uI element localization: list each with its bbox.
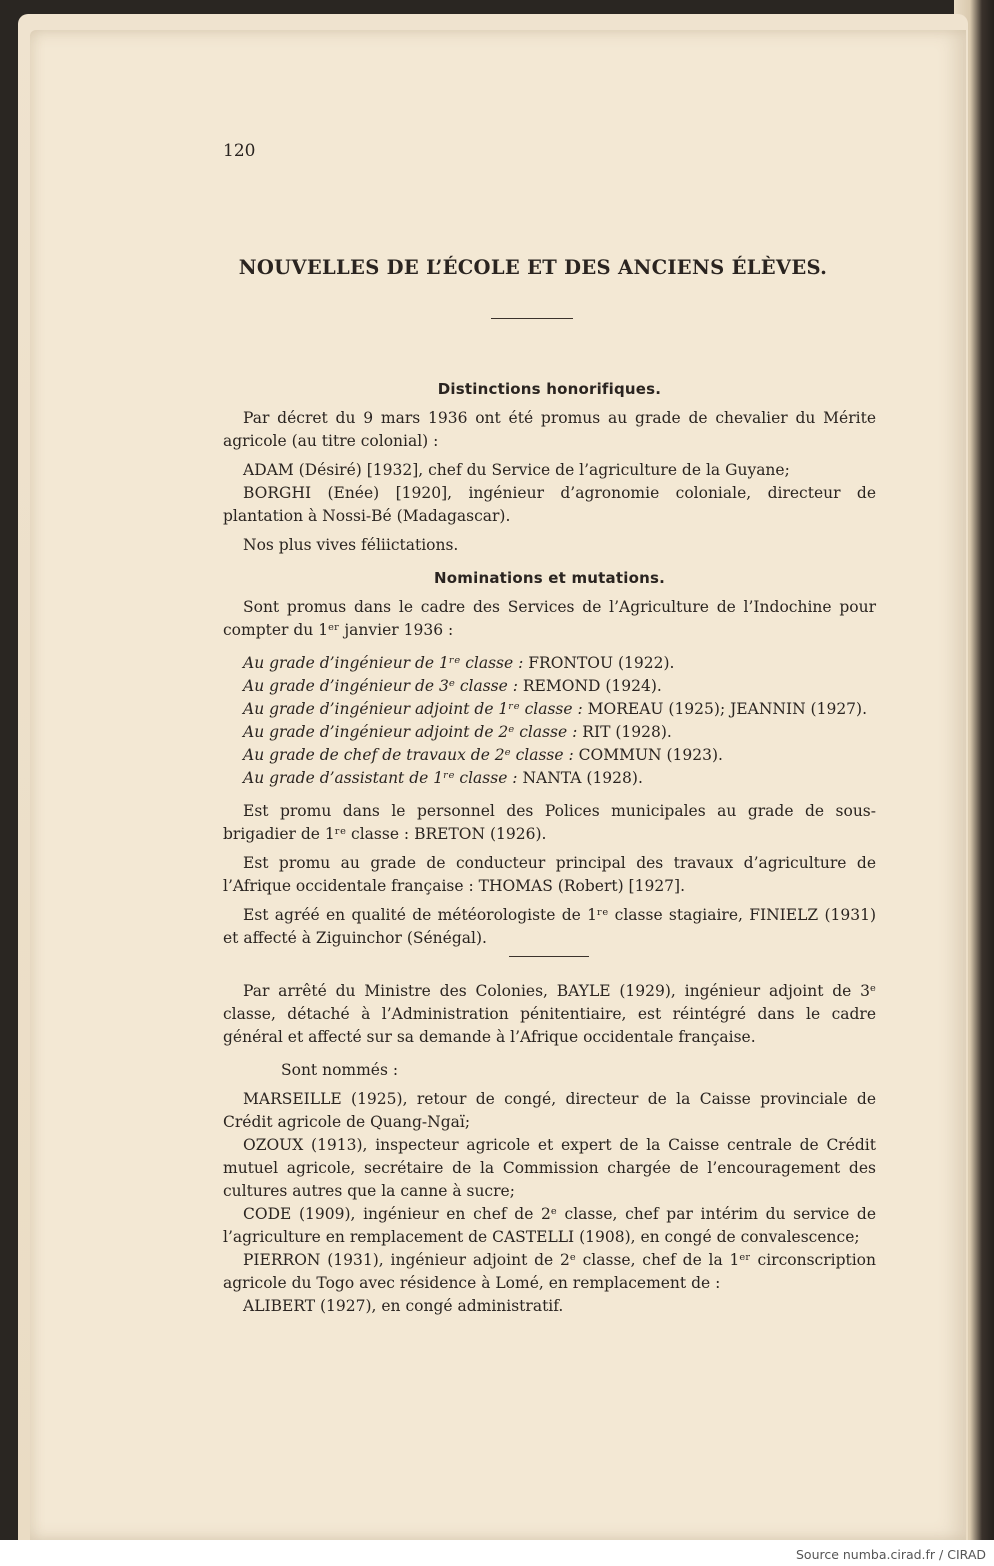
page-title: NOUVELLES DE L’ÉCOLE ET DES ANCIENS ÉLÈVES. [238, 256, 828, 279]
article-body [223, 378, 876, 1318]
list-item: BORGHI (Enée) [1920], ingénieur d’agronomie coloniale, directeur de plantation à Nossi-Bé (Madagascar). [223, 484, 876, 525]
grade-label: Au grade d’assistant de 1ʳᵉ classe : [243, 769, 518, 787]
divider-rule [509, 956, 589, 957]
grade-names: REMOND (1924). [522, 677, 662, 695]
grade-label: Au grade d’ingénieur adjoint de 2ᵉ classe : [243, 723, 578, 741]
grade-label: Au grade de chef de travaux de 2ᵉ classe : [243, 746, 574, 764]
list-item: PIERRON (1931), ingénieur adjoint de 2ᵉ classe, chef de la 1ᵉʳ circonscription agricole du Togo avec résidence à Lomé, en remplacement de : [223, 1251, 876, 1292]
paragraph: Est promu au grade de conducteur principal des travaux d’agriculture de l’Afrique occidentale française : THOMAS (Robert) [1927]. [223, 854, 876, 895]
document-page [30, 30, 966, 1540]
paragraph: Par arrêté du Ministre des Colonies, BAYLE (1929), ingénieur adjoint de 3ᵉ classe, détaché à l’Administration pénitentiaire, est réintégré dans le cadre général et affecté sur sa demande à l’Afrique occidentale française. [223, 982, 876, 1046]
grade-names: FRONTOU (1922). [528, 654, 675, 672]
list-item: ALIBERT (1927), en congé administratif. [243, 1297, 564, 1315]
grade-names: COMMUN (1923). [578, 746, 723, 764]
paragraph: Par décret du 9 mars 1936 ont été promus au grade de chevalier du Mérite agricole (au titre colonial) : [223, 409, 876, 450]
list-item: OZOUX (1913), inspecteur agricole et expert de la Caisse centrale de Crédit mutuel agricole, secrétaire de la Commission chargée de l’encouragement des cultures autres que la canne à sucre; [223, 1136, 876, 1200]
list-item: ADAM (Désiré) [1932], chef du Service de l’agriculture de la Guyane; [243, 461, 790, 479]
source-credit: Source numba.cirad.fr / CIRAD [795, 1547, 986, 1562]
list-item [223, 698, 876, 721]
grade-label: Au grade d’ingénieur adjoint de 1ʳᵉ classe : [243, 700, 583, 718]
title-rule [491, 318, 573, 319]
page-number: 120 [223, 141, 256, 161]
list-item: MARSEILLE (1925), retour de congé, directeur de la Caisse provinciale de Crédit agricole de Quang-Ngaï; [223, 1090, 876, 1131]
grade-names: RIT (1928). [582, 723, 672, 741]
section-heading-distinctions: Distinctions honorifiques. [437, 380, 662, 398]
list-item [223, 721, 876, 744]
source-bar [0, 1540, 994, 1566]
paragraph: Sont promus dans le cadre des Services de l’Agriculture de l’Indochine pour compter du 1ᵉʳ janvier 1936 : [223, 598, 876, 639]
paragraph: Sont nommés : [281, 1061, 399, 1079]
section-heading-nominations: Nominations et mutations. [434, 569, 665, 587]
grade-names: NANTA (1928). [522, 769, 643, 787]
grade-label: Au grade d’ingénieur de 3ᵉ classe : [243, 677, 518, 695]
paragraph: Est promu dans le personnel des Polices municipales au grade de sous-brigadier de 1ʳᵉ classe : BRETON (1926). [223, 802, 876, 843]
list-item: CODE (1909), ingénieur en chef de 2ᵉ classe, chef par intérim du service de l’agriculture en remplacement de CASTELLI (1908), en congé de convalescence; [223, 1205, 876, 1246]
grade-names: MOREAU (1925); JEANNIN (1927). [587, 700, 868, 718]
grade-label: Au grade d’ingénieur de 1ʳᵉ classe : [243, 654, 524, 672]
list-item [223, 652, 876, 675]
list-item [223, 767, 876, 790]
list-item [223, 744, 876, 767]
section-divider [223, 950, 876, 980]
list-item [223, 675, 876, 698]
paragraph: Est agréé en qualité de météorologiste de 1ʳᵉ classe stagiaire, FINIELZ (1931) et affecté à Ziguinchor (Sénégal). [223, 906, 876, 947]
paragraph: Nos plus vives féliictations. [243, 536, 459, 554]
